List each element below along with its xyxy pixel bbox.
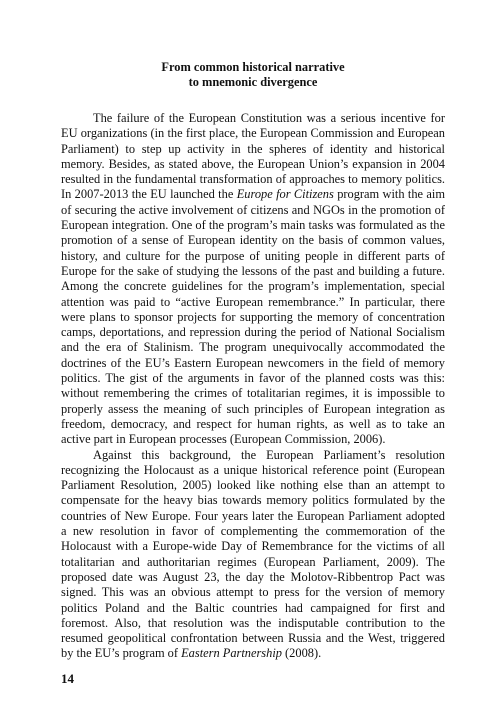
- europe-for-citizens-title: Europe for Citizens: [236, 187, 334, 202]
- section-title-line-1: From common historical narrative: [161, 60, 345, 74]
- paragraph-1: [61, 111, 445, 448]
- eastern-partnership-title: Eastern Partnership: [181, 646, 282, 661]
- page-content: [61, 60, 445, 662]
- page-number: 14: [61, 671, 74, 686]
- paragraph-1-text-a: The failure of the European Constitution was a serious incentive for EU organizations (in the first place, the European Commission and European Parliament) to step up activity in the spheres of identity and historical memory. Besides, as stated above, the European Union’s expansion in 2004 resulted in the fundamental transformation of approaches to memory politics. In 2007-2013 the EU launched the: [61, 111, 445, 202]
- paragraph-2: [61, 448, 445, 662]
- paragraph-2-text-b: (2008).: [281, 646, 322, 661]
- section-title: [61, 60, 445, 90]
- paragraph-2-text-a: Against this background, the European Parliament’s resolution recognizing the Holocaust as a unique historical reference point (European Parliament Resolution, 2005) looked like nothing else than an attempt to compensate for the heavy bias towards memory politics formulated by the countries of New Europe. Four years later the European Parliament adopted a new resolution in favor of complementing the commemoration of the Holocaust with a Europe-wide Day of Remembrance for the victims of all totalitarian and authoritarian regimes (European Parliament, 2009). The proposed date was August 23, the day the Molotov-Ribbentrop Pact was signed. This was an obvious attempt to press for the version of memory politics Poland and the Baltic countries had campaigned for first and foremost. Also, that resolution was the indisputable contribution to the resumed geopolitical confrontation between Russia and the West, triggered by the EU’s program of: [61, 447, 445, 661]
- paragraph-1-text-b: program with the aim of securing the active involvement of citizens and NGOs in the promotion of European integration. One of the program’s main tasks was formulated as the promotion of a sense of European identity on the basis of common values, history, and culture for the purpose of uniting people in different parts of Europe for the sake of studying the lessons of the past and building a future. Among the concrete guidelines for the program’s implementation, special attention was paid to “active European remembrance.” In particular, there were plans to sponsor projects for supporting the memory of concentration camps, deportations, and repression during the period of National Socialism and the era of Stalinism. The program unequivocally accommodated the doctrines of the EU’s Eastern European newcomers in the field of memory politics. The gist of the arguments in favor of the planned costs was this: without remembering the crimes of totalitarian regimes, it is impossible to properly assess the meaning of such principles of European integration as freedom, democracy, and respect for human rights, as well as to take an active part in European processes (European Commission, 2006).: [61, 187, 445, 447]
- body-text: [61, 111, 445, 662]
- section-title-line-2: to mnemonic divergence: [188, 75, 318, 89]
